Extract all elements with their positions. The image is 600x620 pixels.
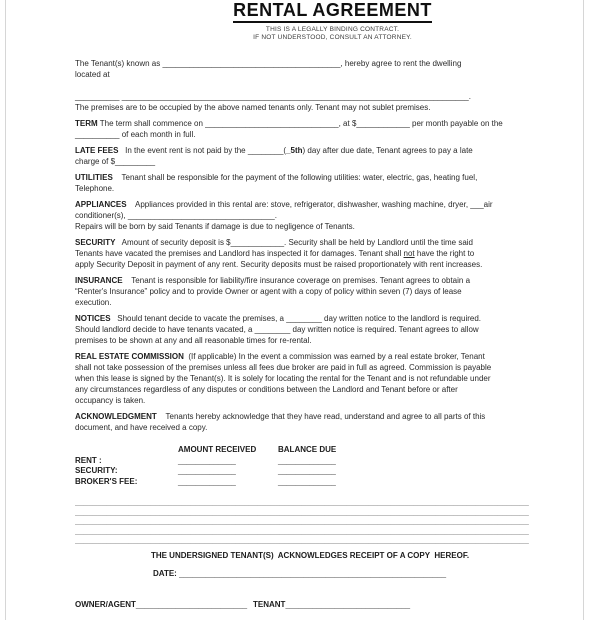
note-line: ______________________________________________________________________________________________________: [75, 535, 529, 544]
note-line: ______________________________________________________________________________________________________: [75, 506, 529, 516]
paragraph-text: _5th: [286, 146, 303, 155]
table-row: [75, 456, 545, 467]
paragraph-term: [75, 118, 545, 140]
row-label: RENT :: [75, 455, 102, 465]
paragraph-insurance: [75, 275, 545, 308]
balance-due-blank: _____________: [278, 476, 336, 486]
notes-lines: [75, 497, 545, 545]
row-label: SECURITY:: [75, 466, 118, 475]
subtitle-line-1: THIS IS A LEGALLY BINDING CONTRACT.: [265, 26, 400, 33]
paragraph-security-label: SECURITY: [75, 238, 116, 247]
paragraph-text: (If applicable) In the event a commission was earned by a real estate broker, Tenant shall not take possession of the premises unless all fees due broker are paid in full as agreed. Commission is payable when this lease is signed by the Tenant(s). It is solely for locating the rental for the Tenant and is not refundable under any circumstances regardless of any disputes or conditions between the Landlord and Tenant before or after occupancy is taken.: [75, 352, 492, 405]
paragraph-notices-label: NOTICES: [75, 314, 111, 323]
paragraph-text: not: [403, 249, 415, 258]
page-edge-right: [583, 0, 584, 620]
document-subtitle: [75, 26, 590, 42]
paragraph-security: [75, 237, 545, 270]
paragraph-text: Tenants hereby acknowledge that they have read, understand and agree to all parts of this document, and have received a copy.: [75, 412, 486, 432]
paragraph-late-fees-label: LATE FEES: [75, 146, 119, 155]
paragraph-acknowledgment-label: ACKNOWLEDGMENT: [75, 412, 157, 421]
tenant-label: TENANT: [253, 599, 286, 609]
paragraph-text: Tenant shall be responsible for the payment of the following utilities: water, electric, gas, heating fuel, Telephone.: [75, 173, 478, 193]
amounts-table-header: [75, 445, 545, 456]
paragraph-real-estate-commission-label: REAL ESTATE COMMISSION: [75, 352, 184, 361]
balance-due-header: BALANCE DUE: [278, 445, 337, 454]
date-row: [75, 569, 545, 578]
tenant-blank: ____________________________: [285, 599, 411, 609]
paragraph-text: In the event rent is not paid by the ________(: [118, 146, 287, 155]
table-row: [75, 466, 545, 477]
date-label: DATE:: [153, 568, 180, 578]
paragraph-real-estate-commission: [75, 351, 545, 406]
table-row: [75, 477, 545, 488]
note-line: ______________________________________________________________________________________________________: [75, 525, 529, 535]
owner-agent-label: OWNER/AGENT: [75, 599, 136, 609]
paragraph-text: Should tenant decide to vacate the premises, a ________ day written notice to the landlord is required. Should landlord decide to have tenants vacated, a ________ day written notice is required. Tenant agrees to allow premises to be shown at any and all reasonable times for re-rental.: [75, 314, 482, 345]
paragraph-text: The term shall commence on ______________________________, at $____________ per month payable on the __________ of each month in full.: [75, 119, 503, 139]
paragraph-notices: [75, 313, 545, 346]
amounts-table: [75, 445, 545, 487]
paragraphs-container: [75, 58, 545, 433]
paragraph-text: The Tenant(s) known as ________________________________________, hereby agree to rent the dwelling located at __________ ______________________________________________________________________________. The premises are to be occupied by the above named tenants only. Tenant may not sublet premises.: [75, 59, 471, 112]
subtitle-line-2: IF NOT UNDERSTOOD, CONSULT AN ATTORNEY.: [253, 34, 412, 41]
paragraph-text: Appliances provided in this rental are: stove, refrigerator, dishwasher, washing machine, dryer, ___air conditioner(s), _________________________________. Repairs will be born by said Tenants if damage is due to negligence of Tenants.: [75, 200, 493, 231]
amount-received-blank: _____________: [178, 455, 236, 465]
note-line: ______________________________________________________________________________________________________: [75, 497, 529, 506]
paragraph-term-label: TERM: [75, 119, 98, 128]
paragraph-utilities-label: UTILITIES: [75, 173, 113, 182]
page-edge-left: [5, 0, 6, 620]
paragraph-text: Amount of security deposit is $____________. Security shall be held by Landlord until the time said Tenants have vacated the premises and Landlord has inspected it for damages. Tenant shall: [75, 238, 474, 258]
balance-due-blank: _____________: [278, 455, 336, 465]
undersigned-statement: THE UNDERSIGNED TENANT(S) ACKNOWLEDGES RECEIPT OF A COPY HEREOF.: [150, 550, 470, 560]
amount-received-header: AMOUNT RECEIVED: [178, 445, 257, 454]
document-header: [75, 1, 590, 42]
row-label: BROKER'S FEE:: [75, 476, 138, 486]
amount-received-blank: _____________: [178, 466, 236, 475]
signature-row: [75, 600, 545, 609]
note-line: ______________________________________________________________________________________________________: [75, 516, 529, 525]
document-title: RENTAL AGREEMENT: [233, 1, 432, 23]
paragraph-utilities: [75, 172, 545, 194]
balance-due-blank: _____________: [278, 466, 336, 475]
amounts-header-spacer: [75, 445, 178, 456]
owner-agent-blank: _________________________: [135, 599, 248, 609]
paragraph-late-fees: [75, 145, 545, 167]
paragraph-acknowledgment: [75, 411, 545, 433]
owner-agent-signature: [75, 600, 253, 609]
paragraph-insurance-label: INSURANCE: [75, 276, 123, 285]
tenant-signature: [253, 600, 410, 609]
paragraph-appliances-label: APPLIANCES: [75, 200, 127, 209]
paragraph-tenant: [75, 58, 545, 113]
paragraph-text: Tenant is responsible for liability/fire insurance coverage on premises. Tenant agrees to obtain a “Renter's Insurance” policy and to provide Owner or agent with a copy of policy within seven (7) days of lease execution.: [75, 276, 471, 307]
document-content: [75, 1, 545, 609]
amount-received-blank: _____________: [178, 476, 236, 486]
paragraph-text: ) day after due date, Tenant agrees to pay a late charge of $_________: [75, 146, 473, 166]
date-blank: ____________________________________________________________: [179, 568, 447, 578]
paragraph-text: have the right to apply Security Deposit in payment of any rent. Security deposits must be raised proportionately with rent increases.: [75, 249, 483, 269]
paragraph-appliances: [75, 199, 545, 232]
amounts-table-rows: [75, 456, 545, 488]
